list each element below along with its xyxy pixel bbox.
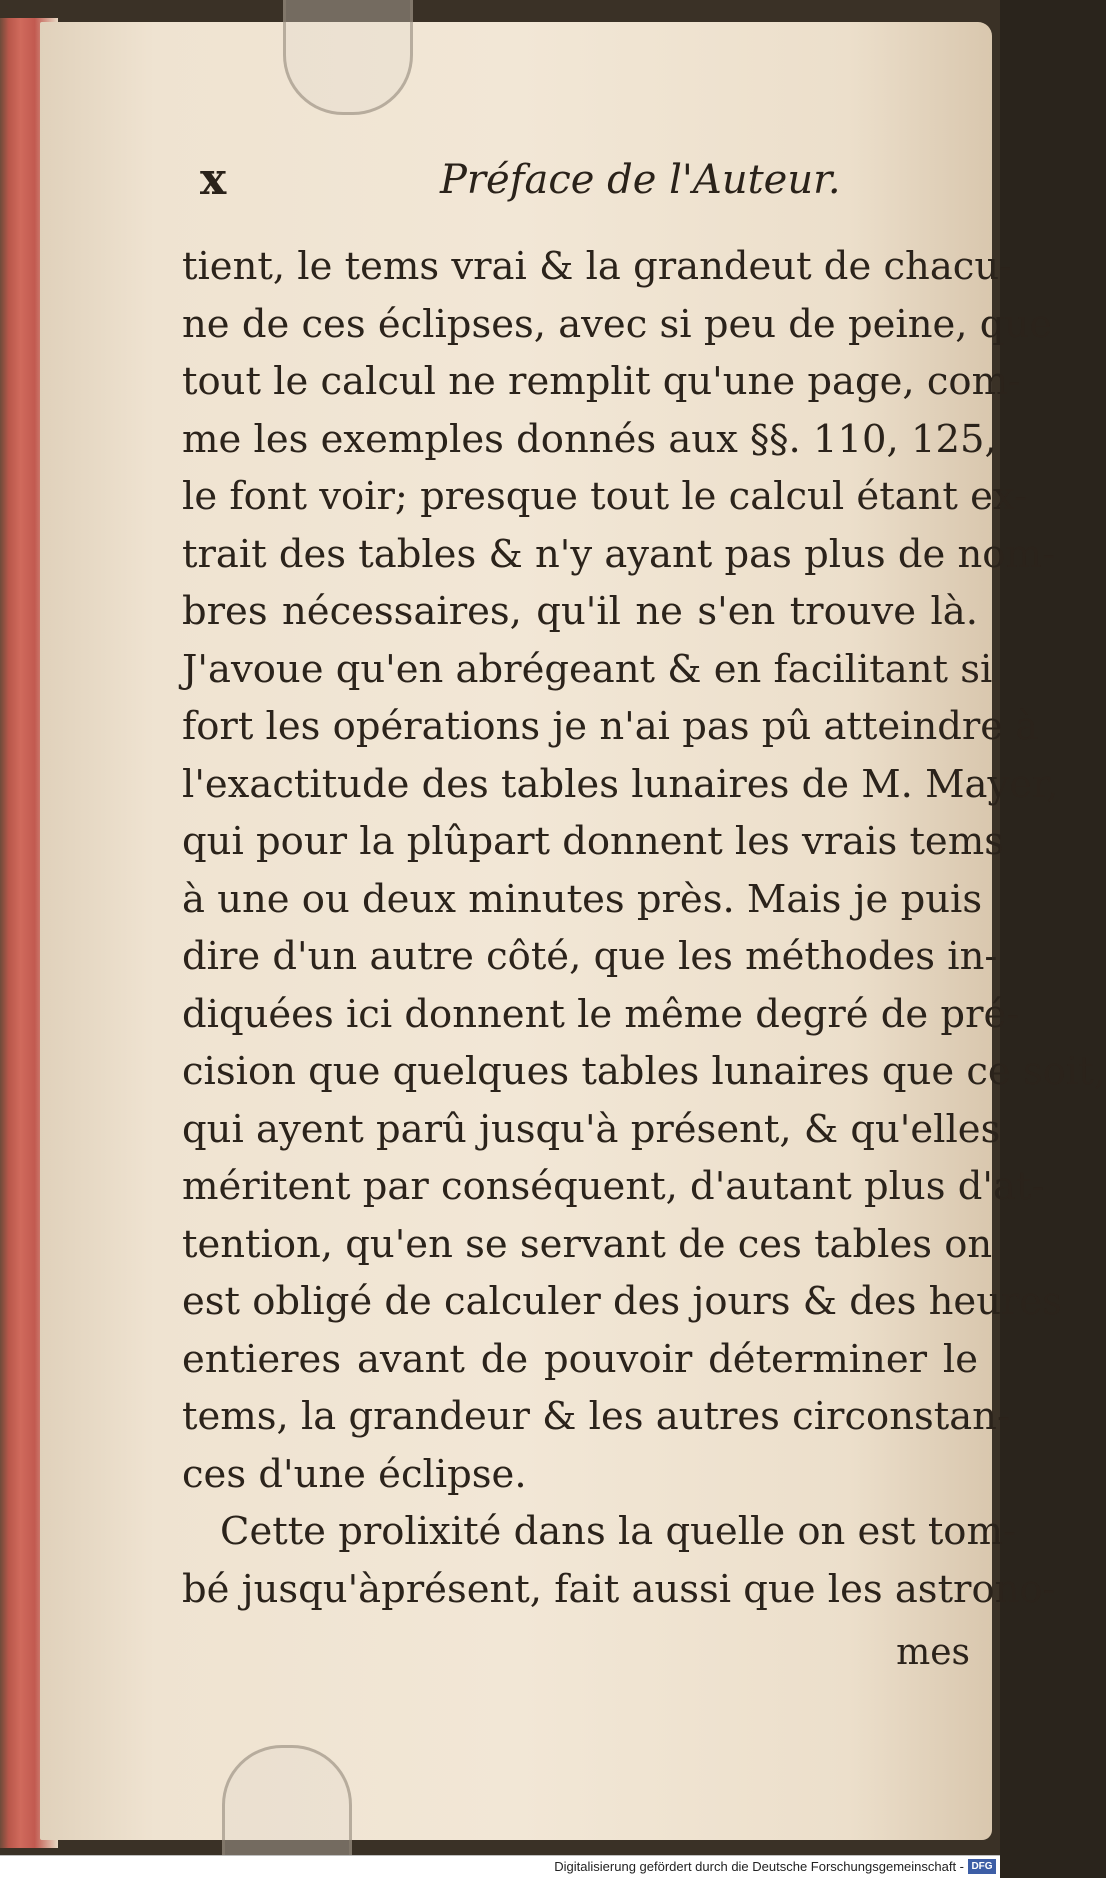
text-line: ne de ces éclipses, avec si peu de peine, que	[182, 301, 1052, 347]
text-line: tient, le tems vrai & la grandeut de chacu-	[182, 244, 1013, 289]
catchword: mes	[896, 1632, 970, 1673]
text-line: J'avoue qu'en abrégeant & en facilitant si	[182, 646, 993, 692]
text-line: tention, qu'en se servant de ces tables on	[182, 1221, 993, 1267]
text-line: bé jusqu'àprésent, fait aussi que les astrono-	[182, 1566, 1056, 1612]
digitization-footer	[0, 1855, 1000, 1878]
book-clip-top	[283, 0, 413, 115]
text-line: qui ayent parû jusqu'à présent, & qu'elles	[182, 1106, 1001, 1152]
running-head: Préface de l'Auteur.	[440, 157, 841, 203]
footer-credit: Digitalisierung gefördert durch die Deutsche Forschungsgemeinschaft -	[554, 1859, 964, 1874]
text-line: cision que quelques tables lunaires que ce soit,	[182, 1049, 1106, 1094]
text-line: méritent par conséquent, d'autant plus d'at-	[182, 1164, 1045, 1209]
text-line: bres nécessaires, qu'il ne s'en trouve là.	[182, 589, 978, 634]
dfg-logo: DFG	[968, 1859, 996, 1874]
text-line: diquées ici donnent le même degré de pré-	[182, 991, 1020, 1037]
text-line: Cette prolixité dans la quelle on est tom-	[220, 1509, 1016, 1554]
body-text	[182, 238, 1106, 1618]
page-header	[0, 150, 1000, 210]
text-line: ces d'une éclipse.	[182, 1451, 527, 1497]
text-line: trait des tables & n'y ayant pas plus de nom-	[182, 531, 1055, 577]
text-line: l'exactitude des tables lunaires de M. Mayer,	[182, 761, 1059, 807]
text-line: tems, la grandeur & les autres circonstan-	[182, 1394, 1010, 1439]
text-line: dire d'un autre côté, que les méthodes in-	[182, 934, 998, 979]
text-line: à une ou deux minutes près. Mais je puis	[182, 876, 983, 922]
text-line: fort les opérations je n'ai pas pû atteindre à	[182, 704, 1039, 749]
text-line: est obligé de calculer des jours & des heures	[182, 1279, 1062, 1324]
text-line: qui pour la plûpart donnent les vrais tems	[182, 819, 1004, 864]
page-number: x	[200, 154, 227, 205]
book-clip-bottom	[222, 1745, 352, 1860]
text-line: entieres avant de pouvoir déterminer le	[182, 1336, 978, 1382]
text-line: le font voir; presque tout le calcul étant ex-	[182, 474, 1027, 519]
text-line: me les exemples donnés aux §§. 110, 125,	[182, 416, 997, 462]
text-line: tout le calcul ne remplit qu'une page, com-	[182, 359, 1022, 404]
